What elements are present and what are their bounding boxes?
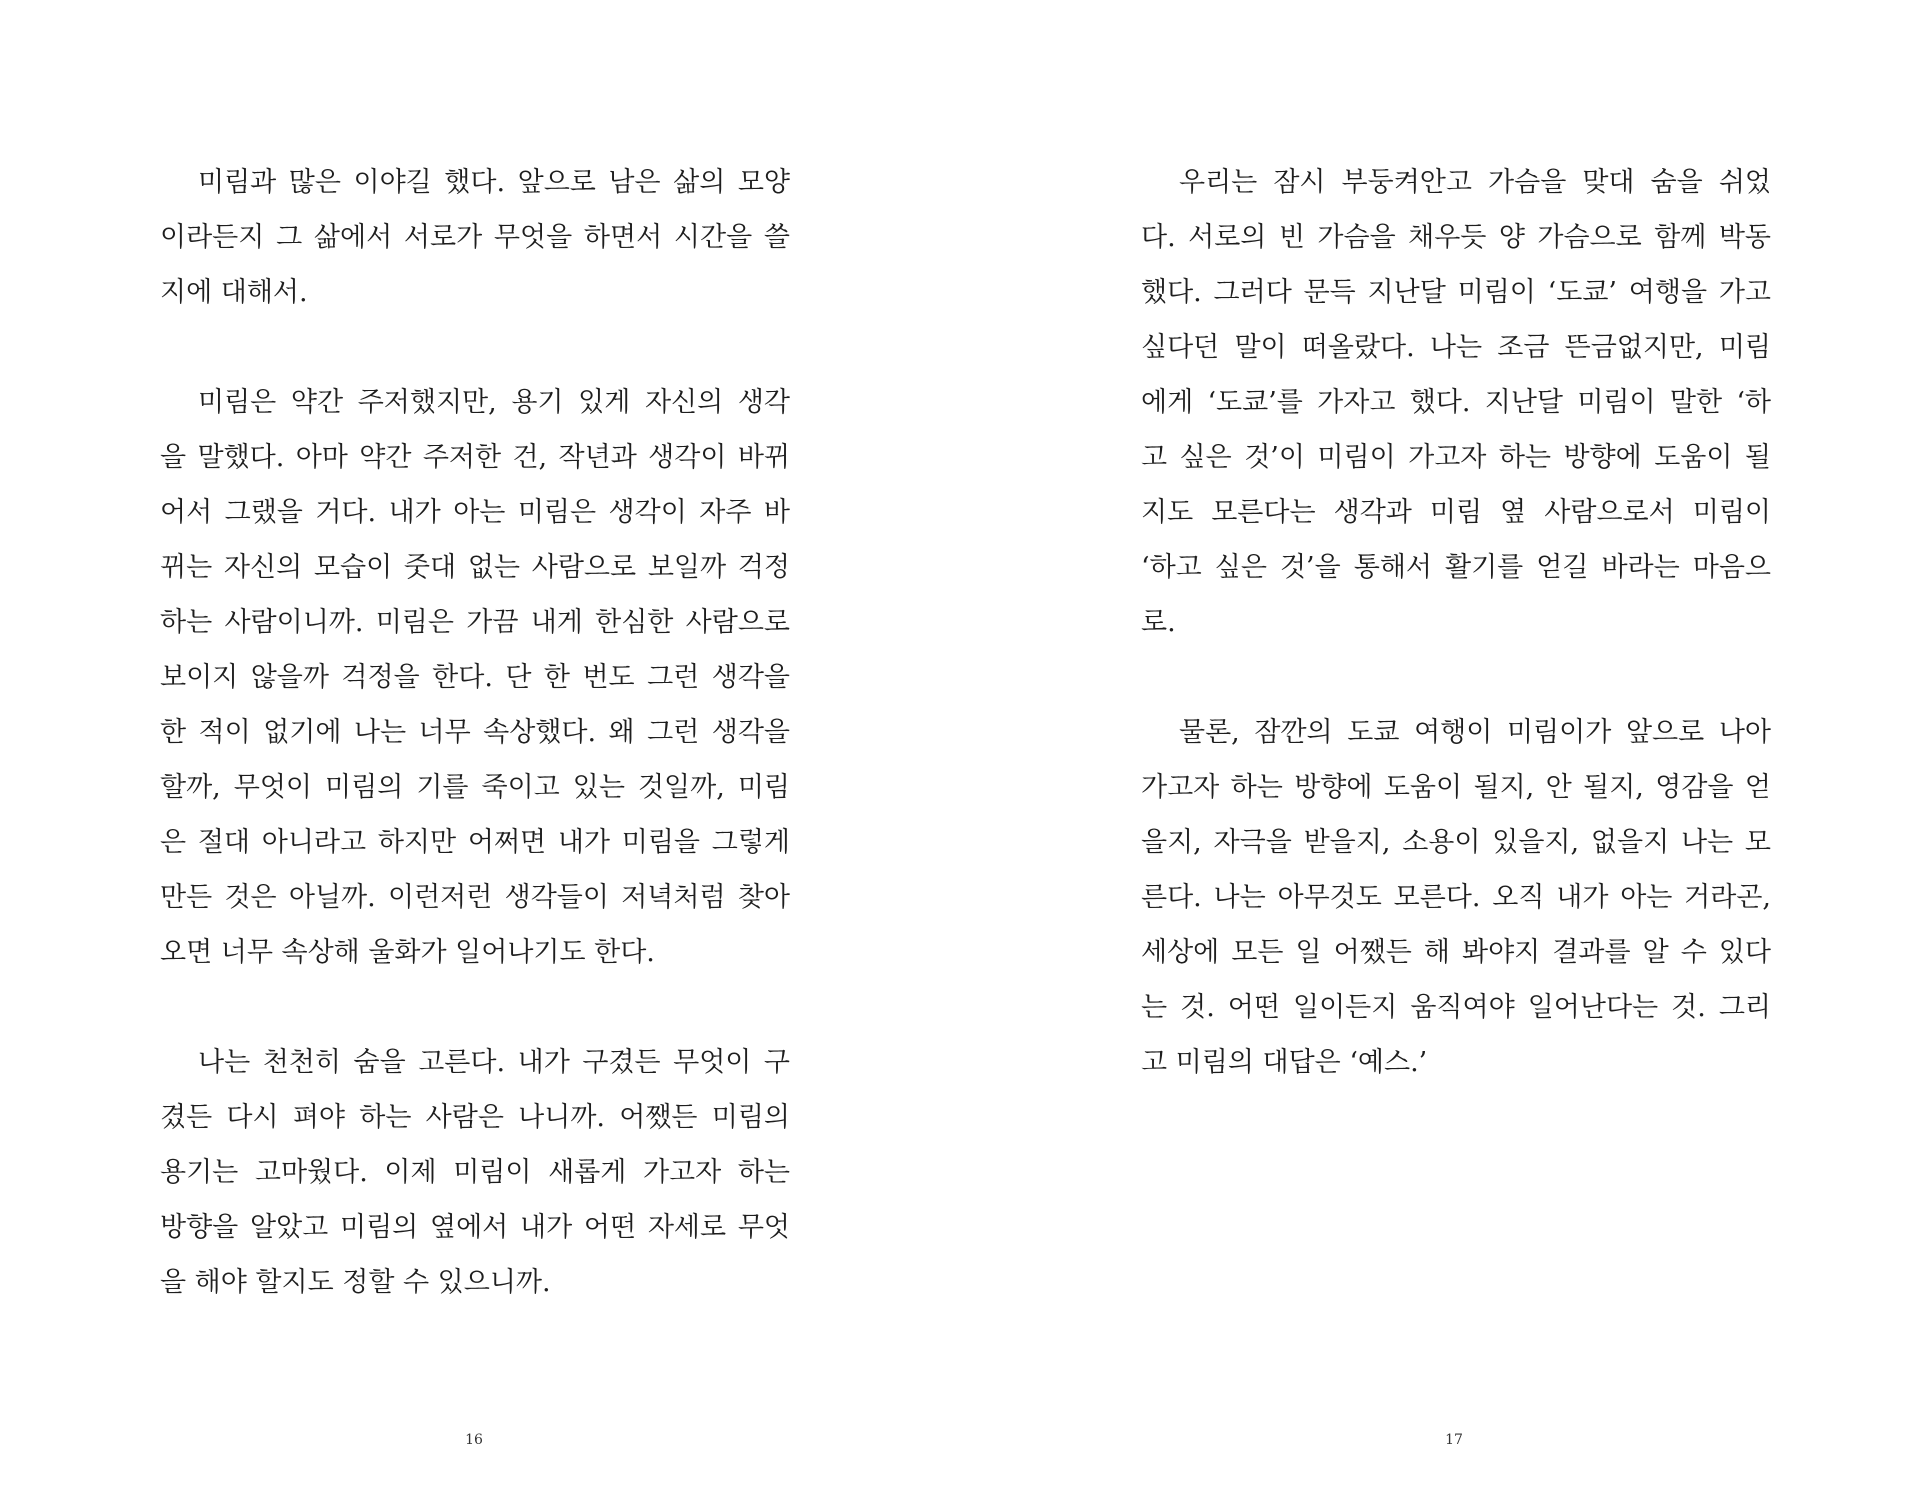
paragraph [1141,155,1771,650]
left-page-text [160,155,790,1310]
text-line: 는 것. 어떤 일이든지 움직여야 일어난다는 것. 그리 [1141,992,1771,1023]
text-line: 싶다던 말이 떠올랐다. 나는 조금 뜬금없지만, 미림 [1141,332,1771,363]
text-line: 미림은 약간 주저했지만, 용기 있게 자신의 생각 [198,387,790,418]
page-number: 16 [465,1432,483,1448]
text-line: 가고자 하는 방향에 도움이 될지, 안 될지, 영감을 얻 [1141,772,1771,803]
text-line: 했다. 그러다 문득 지난달 미림이 ‘도쿄’ 여행을 가고 [1141,277,1771,308]
paragraph [160,155,790,320]
text-line: 에게 ‘도쿄’를 가자고 했다. 지난달 미림이 말한 ‘하 [1141,387,1771,418]
text-line: 겼든 다시 펴야 하는 사람은 나니까. 어쨌든 미림의 [160,1102,790,1133]
text-line: 을지, 자극을 받을지, 소용이 있을지, 없을지 나는 모 [1141,827,1771,858]
text-line: ‘하고 싶은 것’을 통해서 활기를 얻길 바라는 마음으 [1141,552,1771,583]
text-line: 지도 모른다는 생각과 미림 옆 사람으로서 미림이 [1141,497,1771,528]
text-line: 뀌는 자신의 모습이 줏대 없는 사람으로 보일까 걱정 [160,552,790,583]
text-line: 을 해야 할지도 정할 수 있으니까. [160,1267,551,1298]
paragraph [160,375,790,980]
text-line: 하는 사람이니까. 미림은 가끔 내게 한심한 사람으로 [160,607,790,638]
text-line: 보이지 않을까 걱정을 한다. 단 한 번도 그런 생각을 [160,662,790,693]
text-line: 른다. 나는 아무것도 모른다. 오직 내가 아는 거라곤, [1141,882,1771,913]
text-line: 할까, 무엇이 미림의 기를 죽이고 있는 것일까, 미림 [160,772,790,803]
text-line: 용기는 고마웠다. 이제 미림이 새롭게 가고자 하는 [160,1157,790,1188]
text-line: 로. [1141,607,1176,638]
text-line: 한 적이 없기에 나는 너무 속상했다. 왜 그런 생각을 [160,717,790,748]
paragraph [160,1035,790,1310]
text-line: 세상에 모든 일 어쨌든 해 봐야지 결과를 알 수 있다 [1141,937,1771,968]
text-line: 만든 것은 아닐까. 이런저런 생각들이 저녁처럼 찾아 [160,882,790,913]
text-line: 다. 서로의 빈 가슴을 채우듯 양 가슴으로 함께 박동 [1141,222,1771,253]
text-line: 은 절대 아니라고 하지만 어쩌면 내가 미림을 그렇게 [160,827,790,858]
text-line: 이라든지 그 삶에서 서로가 무엇을 하면서 시간을 쓸 [160,222,790,253]
text-line: 어서 그랬을 거다. 내가 아는 미림은 생각이 자주 바 [160,497,790,528]
text-line: 고 싶은 것’이 미림이 가고자 하는 방향에 도움이 될 [1141,442,1771,473]
text-line: 고 미림의 대답은 ‘예스.’ [1141,1047,1428,1078]
right-page-text [1141,155,1771,1090]
page-number: 17 [1445,1432,1463,1448]
text-line: 나는 천천히 숨을 고른다. 내가 구겼든 무엇이 구 [198,1047,790,1078]
text-line: 오면 너무 속상해 울화가 일어나기도 한다. [160,937,655,968]
text-line: 방향을 알았고 미림의 옆에서 내가 어떤 자세로 무엇 [160,1212,790,1243]
text-line: 지에 대해서. [160,277,308,308]
right-page [960,0,1919,1502]
paragraph [1141,705,1771,1090]
text-line: 물론, 잠깐의 도쿄 여행이 미림이가 앞으로 나아 [1179,717,1771,748]
text-line: 을 말했다. 아마 약간 주저한 건, 작년과 생각이 바뀌 [160,442,790,473]
text-line: 미림과 많은 이야길 했다. 앞으로 남은 삶의 모양 [198,167,790,198]
text-line: 우리는 잠시 부둥켜안고 가슴을 맞대 숨을 쉬었 [1179,167,1771,198]
